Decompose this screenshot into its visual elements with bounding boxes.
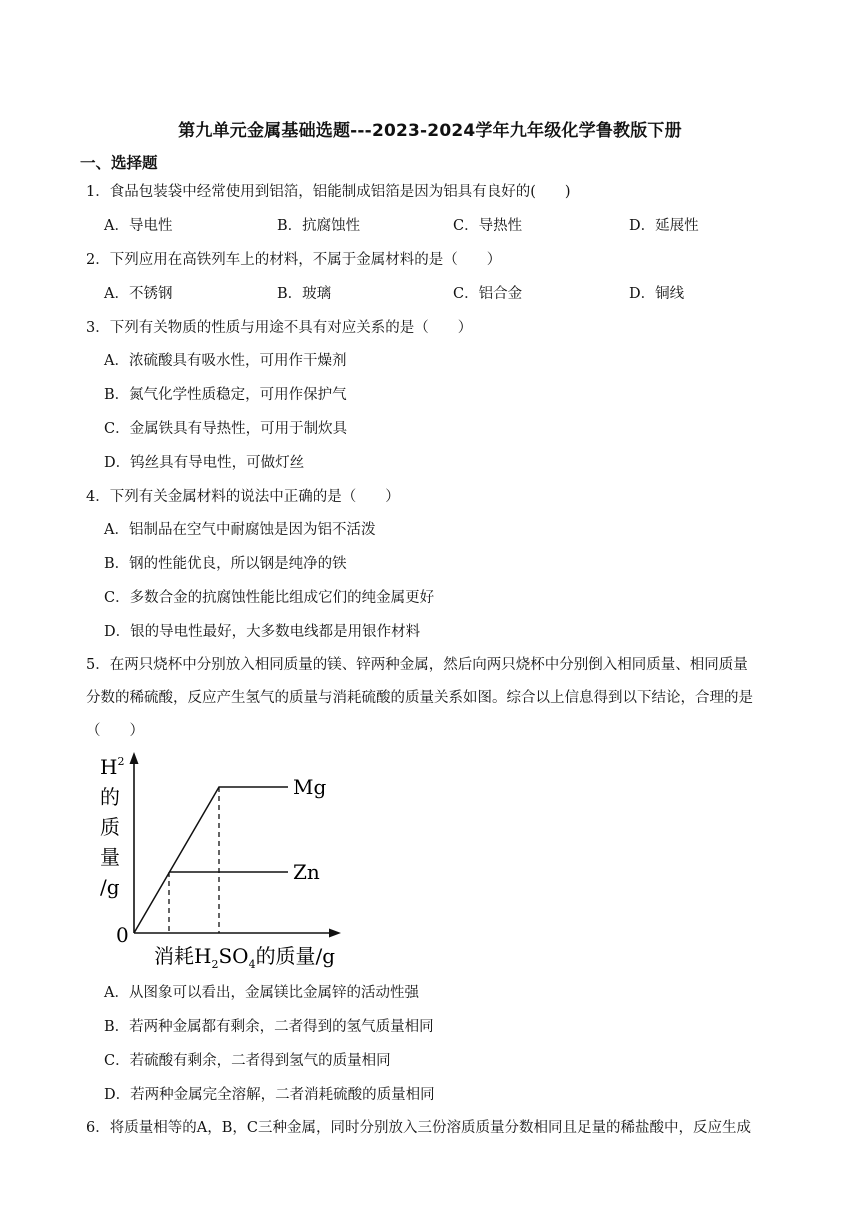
question-text: 食品包装袋中经常使用到铝箔，铝能制成铝箔是因为铝具有良好的( ) bbox=[109, 184, 571, 200]
option-2a: A．不锈钢 bbox=[104, 286, 173, 302]
question-4 bbox=[86, 485, 400, 506]
question-text: 下列有关物质的性质与用途不具有对应关系的是（ ） bbox=[109, 320, 473, 336]
question-2 bbox=[86, 248, 501, 269]
section-heading: 一、选择题 bbox=[80, 154, 158, 172]
option-1b: B．抗腐蚀性 bbox=[277, 218, 361, 234]
question-number: 3． bbox=[86, 320, 110, 336]
option-3d: D．钨丝具有导电性，可做灯丝 bbox=[104, 455, 305, 471]
x-axis-label: 消耗$H_2SO_4$的质量/g bbox=[154, 944, 336, 971]
option-5a: A．从图象可以看出，金属镁比金属锌的活动性强 bbox=[104, 985, 419, 1001]
x-axis-arrow bbox=[329, 929, 341, 938]
question-text-line-3: （ ） bbox=[86, 723, 144, 739]
option-2b: B．玻璃 bbox=[277, 286, 332, 302]
y-label-h: $H^2$ bbox=[100, 755, 125, 779]
document-title: 第九单元金属基础选题---2023-2024学年九年级化学鲁教版下册 bbox=[178, 121, 682, 141]
option-4b: B．钢的性能优良，所以钢是纯净的铁 bbox=[104, 556, 347, 572]
question-number: 1． bbox=[86, 184, 110, 200]
y-label-liang: 量 bbox=[100, 845, 120, 869]
series-mg-line bbox=[134, 787, 288, 933]
question-text-line-2: 分数的稀硫酸，反应产生氢气的质量与消耗硫酸的质量关系如图。综合以上信息得到以下结论，合理的是 bbox=[86, 690, 753, 706]
option-1c: C．导热性 bbox=[453, 218, 523, 234]
question-1 bbox=[86, 180, 571, 201]
option-2c: C．铝合金 bbox=[453, 286, 523, 302]
h2-mass-graph bbox=[96, 748, 376, 974]
option-3a: A．浓硫酸具有吸水性，可用作干燥剂 bbox=[104, 353, 347, 369]
y-axis-arrow bbox=[130, 752, 139, 764]
question-number: 6． bbox=[86, 1120, 110, 1136]
option-2d: D．铜线 bbox=[629, 286, 685, 302]
option-3c: C．金属铁具有导热性，可用于制炊具 bbox=[104, 421, 348, 437]
option-5c: C．若硫酸有剩余，二者得到氢气的质量相同 bbox=[104, 1053, 391, 1069]
question-text: 下列应用在高铁列车上的材料，不属于金属材料的是（ ） bbox=[109, 252, 502, 268]
option-3b: B．氮气化学性质稳定，可用作保护气 bbox=[104, 387, 347, 403]
question-text: 将质量相等的A，B，C三种金属，同时分别放入三份溶质质量分数相同且足量的稀盐酸中，反应生成 bbox=[109, 1120, 751, 1136]
question-number: 5． bbox=[86, 657, 110, 673]
question-text: 下列有关金属材料的说法中正确的是（ ） bbox=[109, 489, 400, 505]
option-4d: D．银的导电性最好，大多数电线都是用银作材料 bbox=[104, 624, 421, 640]
question-text-line-1: 在两只烧杯中分别放入相同质量的镁、锌两种金属，然后向两只烧杯中分别倒入相同质量、相同质量 bbox=[109, 657, 748, 673]
origin-label: 0 bbox=[116, 923, 129, 947]
option-5d: D．若两种金属完全溶解，二者消耗硫酸的质量相同 bbox=[104, 1087, 435, 1103]
option-5b: B．若两种金属都有剩余，二者得到的氢气质量相同 bbox=[104, 1019, 434, 1035]
question-5 bbox=[86, 653, 748, 674]
question-number: 2． bbox=[86, 252, 110, 268]
option-4c: C．多数合金的抗腐蚀性能比组成它们的纯金属更好 bbox=[104, 590, 435, 606]
option-1a: A．导电性 bbox=[104, 218, 173, 234]
y-label-de: 的 bbox=[100, 785, 120, 809]
option-4a: A．铝制品在空气中耐腐蚀是因为铝不活泼 bbox=[104, 522, 376, 538]
question-3 bbox=[86, 316, 472, 337]
y-label-zhi: 质 bbox=[100, 815, 120, 839]
question-6 bbox=[86, 1116, 751, 1137]
question-number: 4． bbox=[86, 489, 110, 505]
series-label-zn: Zn bbox=[293, 860, 320, 884]
y-label-unit: /g bbox=[100, 875, 120, 899]
option-1d: D．延展性 bbox=[629, 218, 699, 234]
series-label-mg: Mg bbox=[293, 775, 327, 799]
